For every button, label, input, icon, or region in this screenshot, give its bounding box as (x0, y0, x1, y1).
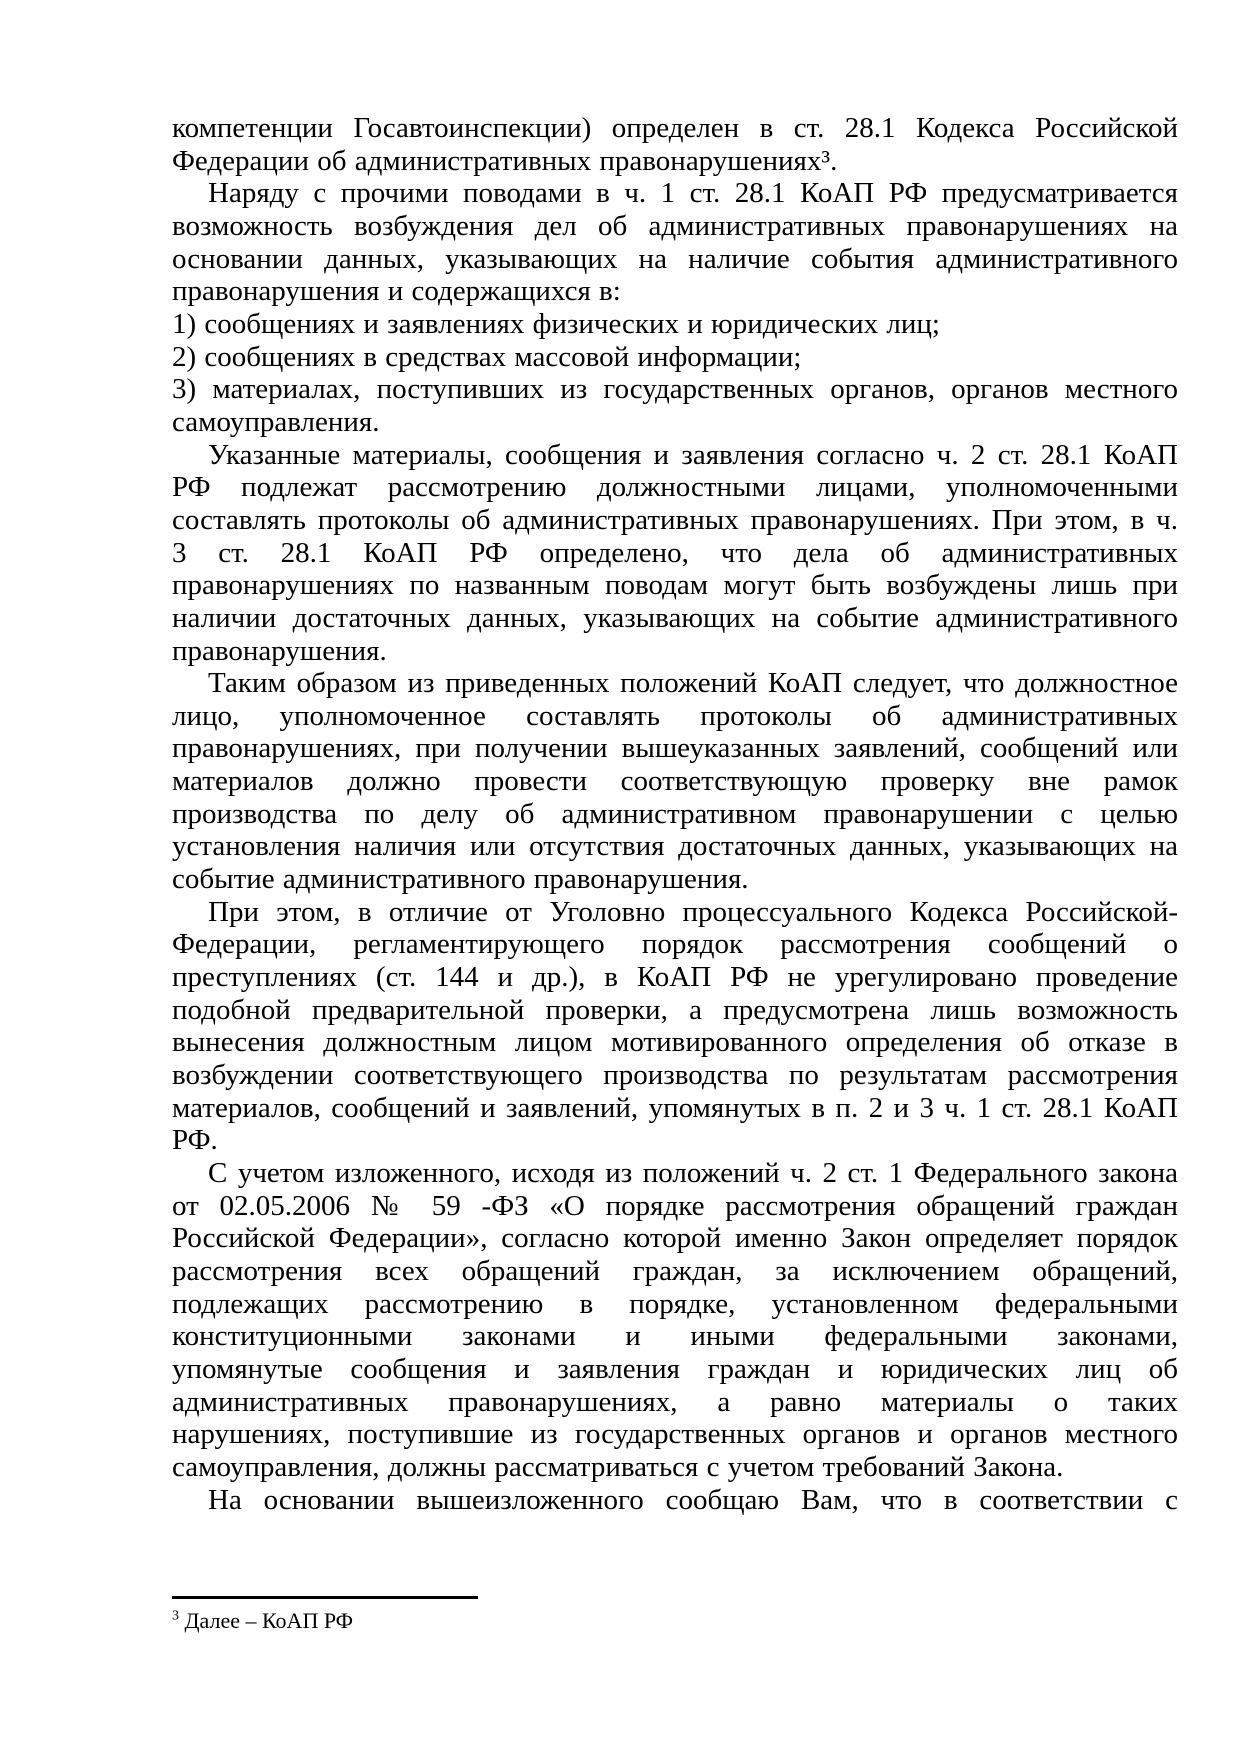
text-line: преступлениях (ст. 144 и др.), в КоАП РФ не урегулировано проведение (172, 961, 1178, 994)
footnote-marker: 3 (172, 1608, 179, 1624)
text-line: возбуждении соответствующего производства по результатам рассмотрения (172, 1059, 1178, 1092)
document-body (172, 112, 1178, 1516)
text-line: Наряду с прочими поводами в ч. 1 ст. 28.1 КоАП РФ предусматривается (208, 177, 1178, 210)
text-line: 3 ст. 28.1 КоАП РФ определено, что дела об административных (172, 536, 1178, 569)
text-line: конституционными законами и иными федеральными законами, (172, 1320, 1178, 1353)
text-line: Таким образом из приведенных положений КоАП следует, что должностное (208, 667, 1178, 700)
text-line: правонарушения и содержащихся в: (172, 275, 621, 308)
text-line: вынесения должностным лицом мотивированного определения об отказе в (172, 1026, 1178, 1059)
text-line: материалов, сообщений и заявлений, упомянутых в п. 2 и 3 ч. 1 ст. 28.1 КоАП (172, 1091, 1178, 1124)
text-line: РФ подлежат рассмотрению должностными лицами, уполномоченными (172, 471, 1178, 504)
text-line: правонарушения. (172, 634, 387, 667)
text-line: подлежащих рассмотрению в порядке, установленном федеральными (172, 1287, 1178, 1320)
footnote-divider (172, 1596, 478, 1599)
text-line: При этом, в отличие от Уголовно процессуального Кодекса Российской- (208, 895, 1178, 928)
text-line: установления наличия или отсутствия достаточных данных, указывающих на (172, 830, 1178, 863)
text-line: 3) материалах, поступивших из государственных органов, органов местного (172, 373, 1178, 406)
footnote-label: Далее – КоАП РФ (184, 1608, 354, 1633)
text-line: На основании вышеизложенного сообщаю Вам, что в соответствии с (208, 1483, 1178, 1516)
text-line: 1) сообщениях и заявлениях физических и юридических лиц; (172, 307, 940, 340)
footnote-text (172, 1608, 1178, 1634)
text-line: упомянутые сообщения и заявления граждан и юридических лиц об (172, 1352, 1178, 1385)
text-line: С учетом изложенного, исходя из положений ч. 2 ст. 1 Федерального закона (208, 1157, 1178, 1189)
text-line: составлять протоколы об административных правонарушениях. При этом, в ч. (172, 503, 1178, 536)
text-line: лицо, уполномоченное составлять протоколы об административных (172, 699, 1178, 732)
text-line: Указанные материалы, сообщения и заявления согласно ч. 2 ст. 28.1 КоАП (208, 438, 1178, 471)
text-line: Федерации, регламентирующего порядок рассмотрения сообщений о (172, 928, 1178, 961)
text-line: событие административного правонарушения. (172, 863, 749, 896)
text-line: самоуправления, должны рассматриваться с учетом требований Закона. (172, 1450, 1064, 1483)
text-line: 2) сообщениях в средствах массовой информации; (172, 340, 802, 373)
text-line: самоуправления. (172, 405, 380, 438)
text-line: производства по делу об административном правонарушении с целью (172, 797, 1178, 830)
text-line: подобной предварительной проверки, а предусмотрена лишь возможность (172, 993, 1178, 1026)
text-line: правонарушениях по названным поводам могут быть возбуждены лишь при (172, 569, 1178, 602)
text-line: материалов должно провести соответствующую проверку вне рамок (172, 765, 1178, 798)
text-line: РФ. (172, 1124, 218, 1157)
text-line: основании данных, указывающих на наличие события административного (172, 242, 1178, 275)
text-line: нарушениях, поступившие из государственных органов и органов местного (172, 1418, 1178, 1451)
text-line: рассмотрения всех обращений граждан, за исключением обращений, (172, 1254, 1178, 1287)
text-line: от 02.05.2006 № 59 -ФЗ «О порядке рассмотрения обращений граждан (172, 1189, 1178, 1222)
footnote (172, 1596, 1178, 1634)
text-line: административных правонарушениях, а равно материалы о таких (172, 1385, 1178, 1418)
text-line: компетенции Госавтоинспекции) определен в ст. 28.1 Кодекса Российской (172, 112, 1178, 144)
text-line: правонарушениях, при получении вышеуказанных заявлений, сообщений или (172, 732, 1178, 765)
text-line: Федерации об административных правонарушениях³. (172, 144, 838, 177)
text-line: возможность возбуждения дел об административных правонарушениях на (172, 209, 1178, 242)
text-line: наличии достаточных данных, указывающих на событие административного (172, 601, 1178, 634)
text-line: Российской Федерации», согласно которой именно Закон определяет порядок (172, 1222, 1178, 1255)
